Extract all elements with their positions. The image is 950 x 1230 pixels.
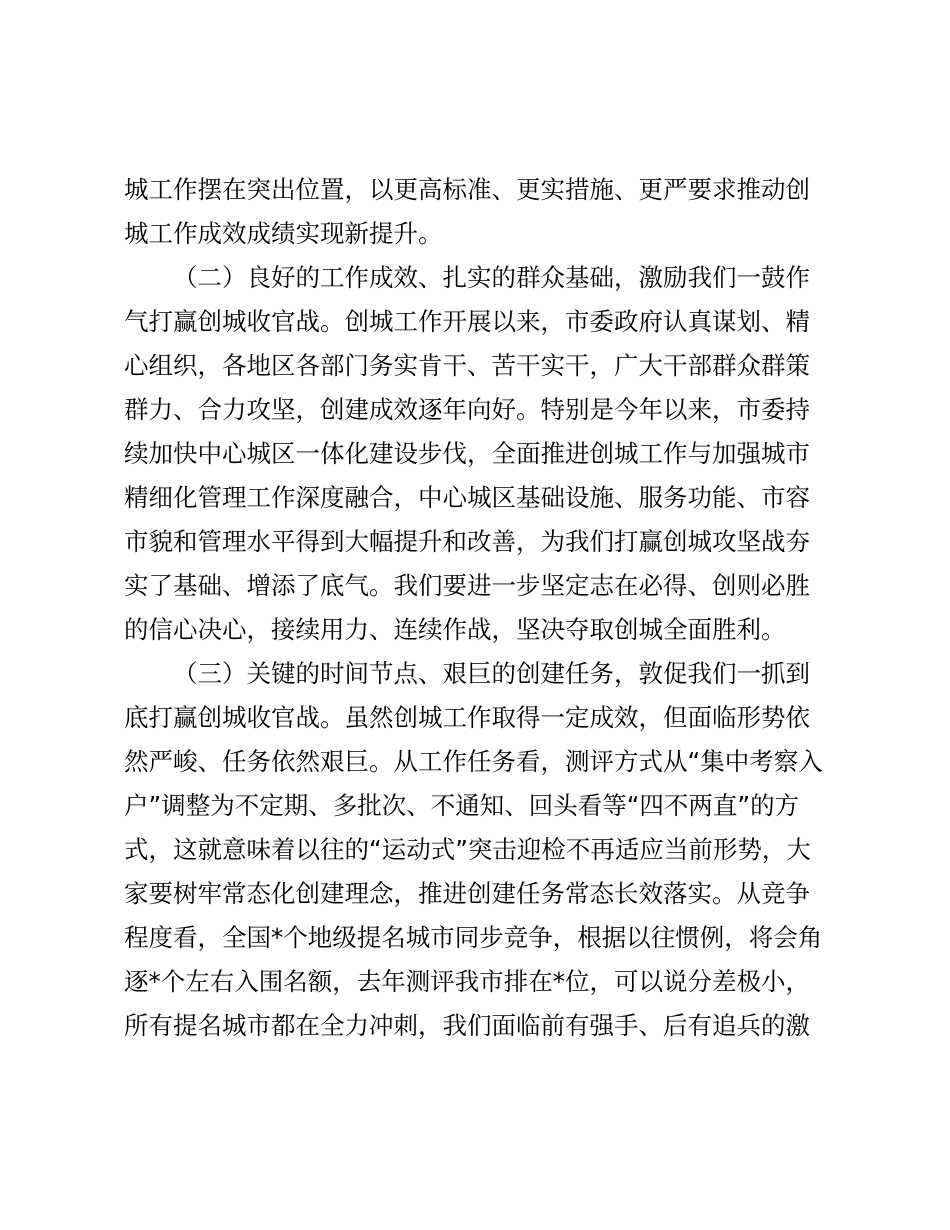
text-line: 实了基础、增添了底气。我们要进一步坚定志在必得、创则必胜 bbox=[124, 571, 810, 600]
text-line: 气打赢创城收官战。创城工作开展以来，市委政府认真谋划、精 bbox=[124, 307, 810, 336]
text-line: 续加快中心城区一体化建设步伐，全面推进创城工作与加强城市 bbox=[124, 439, 810, 468]
text-line: 市貌和管理水平得到大幅提升和改善，为我们打赢创城攻坚战夯 bbox=[124, 527, 810, 556]
body-text bbox=[124, 168, 844, 1048]
paragraph-start-line: （二）良好的工作成效、扎实的群众基础，激励我们一鼓作 bbox=[173, 263, 810, 292]
text-line: 然严峻、任务依然艰巨。从工作任务看，测评方式从“集中考察入 bbox=[124, 747, 823, 776]
text-line: 家要树牢常态化创建理念，推进创建任务常态长效落实。从竞争 bbox=[124, 879, 810, 908]
text-line: 程度看，全国*个地级提名城市同步竞争，根据以往惯例，将会角 bbox=[124, 923, 823, 952]
paragraph-start-line: （三）关键的时间节点、艰巨的创建任务，敦促我们一抓到 bbox=[173, 659, 810, 688]
text-line: 底打赢创城收官战。虽然创城工作取得一定成效，但面临形势依 bbox=[124, 703, 810, 732]
text-line: 逐*个左右入围名额，去年测评我市排在*位，可以说分差极小， bbox=[124, 967, 810, 996]
text-line: 群力、合力攻坚，创建成效逐年向好。特别是今年以来，市委持 bbox=[124, 395, 810, 424]
text-line: 精细化管理工作深度融合，中心城区基础设施、服务功能、市容 bbox=[124, 483, 810, 512]
text-line: 城工作摆在突出位置，以更高标准、更实措施、更严要求推动创 bbox=[124, 175, 810, 204]
text-line: 的信心决心，接续用力、连续作战，坚决夺取创城全面胜利。 bbox=[124, 615, 786, 644]
text-line: 心组织，各地区各部门务实肯干、苦干实干，广大干部群众群策 bbox=[124, 351, 810, 380]
text-line: 式，这就意味着以往的“运动式”突击迎检不再适应当前形势，大 bbox=[124, 835, 811, 864]
text-line: 城工作成效成绩实现新提升。 bbox=[124, 219, 443, 248]
text-line: 所有提名城市都在全力冲刺，我们面临前有强手、后有追兵的激 bbox=[124, 1011, 810, 1040]
text-line: 户”调整为不定期、多批次、不通知、回头看等“四不两直”的方 bbox=[124, 791, 800, 820]
